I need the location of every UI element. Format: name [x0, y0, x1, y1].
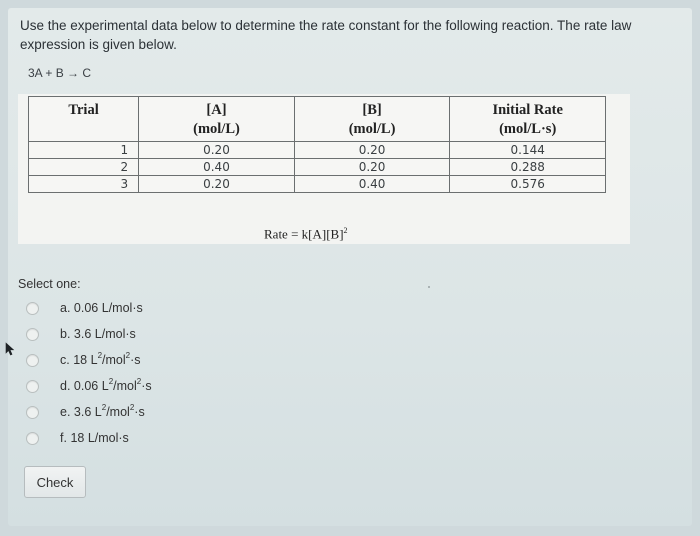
option-value: 0.06	[73, 301, 99, 315]
option-unit: L/mol·s	[94, 327, 136, 341]
cell-a: 0.40	[139, 159, 295, 176]
table-row	[29, 176, 606, 193]
cell-trial: 2	[29, 159, 139, 176]
option-label	[60, 352, 141, 367]
header-a	[139, 97, 295, 142]
option-a[interactable]	[26, 298, 143, 318]
option-unit: /mol	[106, 405, 130, 420]
question-text	[20, 16, 660, 54]
option-label	[60, 378, 152, 393]
radio-button[interactable]	[26, 380, 39, 393]
option-d[interactable]	[26, 376, 152, 396]
option-letter: b.	[60, 327, 71, 341]
option-unit: L	[101, 379, 109, 394]
cell-b: 0.20	[294, 159, 450, 176]
radio-button[interactable]	[26, 328, 39, 341]
option-value: 18	[70, 431, 85, 445]
option-letter: e.	[60, 405, 71, 420]
decorative-dot	[428, 286, 430, 288]
option-exponent: 2	[108, 377, 114, 387]
cell-trial: 1	[29, 142, 139, 159]
option-letter: a.	[60, 301, 71, 315]
option-unit: ·s	[134, 405, 145, 420]
header-line: Initial Rate	[492, 102, 563, 118]
header-rate	[450, 97, 606, 142]
table-row	[29, 142, 606, 159]
option-value: 18	[73, 353, 88, 368]
option-e[interactable]	[26, 402, 145, 422]
reaction-equation: 3A + B → C	[28, 66, 92, 80]
header-line: [B]	[362, 102, 382, 118]
option-exponent: 2	[129, 403, 135, 413]
option-b[interactable]	[26, 324, 136, 344]
cell-rate: 0.576	[450, 176, 606, 193]
table-header-row	[29, 97, 606, 142]
option-exponent: 2	[101, 403, 107, 413]
select-one-label: Select one:	[18, 277, 81, 291]
header-line: [A]	[206, 102, 227, 118]
option-exponent: 2	[97, 351, 103, 361]
rate-law	[264, 226, 348, 242]
cell-rate: 0.144	[450, 142, 606, 159]
cell-b: 0.20	[294, 142, 450, 159]
header-unit: (mol/L)	[348, 121, 396, 137]
check-button[interactable]: Check	[24, 466, 86, 498]
header-b	[294, 97, 450, 142]
header-line: Trial	[68, 102, 99, 118]
option-unit: L	[90, 353, 98, 368]
rate-law-text: Rate = k[A][B]	[264, 226, 344, 242]
data-table	[28, 96, 606, 193]
option-letter: d.	[60, 379, 71, 394]
option-value: 3.6	[73, 327, 92, 341]
option-label	[60, 301, 143, 315]
mouse-cursor-icon	[5, 342, 15, 356]
radio-button[interactable]	[26, 354, 39, 367]
option-label	[60, 431, 129, 445]
radio-button[interactable]	[26, 406, 39, 419]
option-unit: L/mol·s	[101, 301, 143, 315]
radio-button[interactable]	[26, 302, 39, 315]
option-label	[60, 404, 145, 419]
header-unit: (mol/L)	[193, 121, 240, 137]
option-unit: /mol	[113, 379, 137, 394]
rate-law-exponent: 2	[343, 226, 348, 235]
option-unit: ·s	[141, 379, 152, 394]
question-panel	[8, 8, 692, 526]
option-value: 3.6	[73, 405, 92, 420]
cell-trial: 3	[29, 176, 139, 193]
radio-button[interactable]	[26, 432, 39, 445]
cell-rate: 0.288	[450, 159, 606, 176]
option-label	[60, 327, 136, 341]
option-f[interactable]	[26, 428, 129, 448]
option-unit: ·s	[130, 353, 141, 368]
header-unit: (mol/L·s)	[499, 121, 557, 137]
question-line-1: Use the experimental data below to determine the rate constant for the following reaction. The rate law	[20, 18, 632, 33]
option-unit: L/mol·s	[87, 431, 129, 445]
option-letter: f.	[60, 431, 67, 445]
option-unit: /mol	[102, 353, 126, 368]
table-row	[29, 159, 606, 176]
option-letter: c.	[60, 353, 70, 368]
option-unit: L	[94, 405, 102, 420]
option-value: 0.06	[73, 379, 99, 394]
cell-a: 0.20	[139, 142, 295, 159]
option-exponent: 2	[125, 351, 131, 361]
data-figure	[18, 94, 630, 244]
cell-a: 0.20	[139, 176, 295, 193]
option-exponent: 2	[136, 377, 142, 387]
header-trial	[29, 97, 139, 142]
cell-b: 0.40	[294, 176, 450, 193]
question-line-2: expression is given below.	[20, 37, 177, 52]
option-c[interactable]	[26, 350, 141, 370]
